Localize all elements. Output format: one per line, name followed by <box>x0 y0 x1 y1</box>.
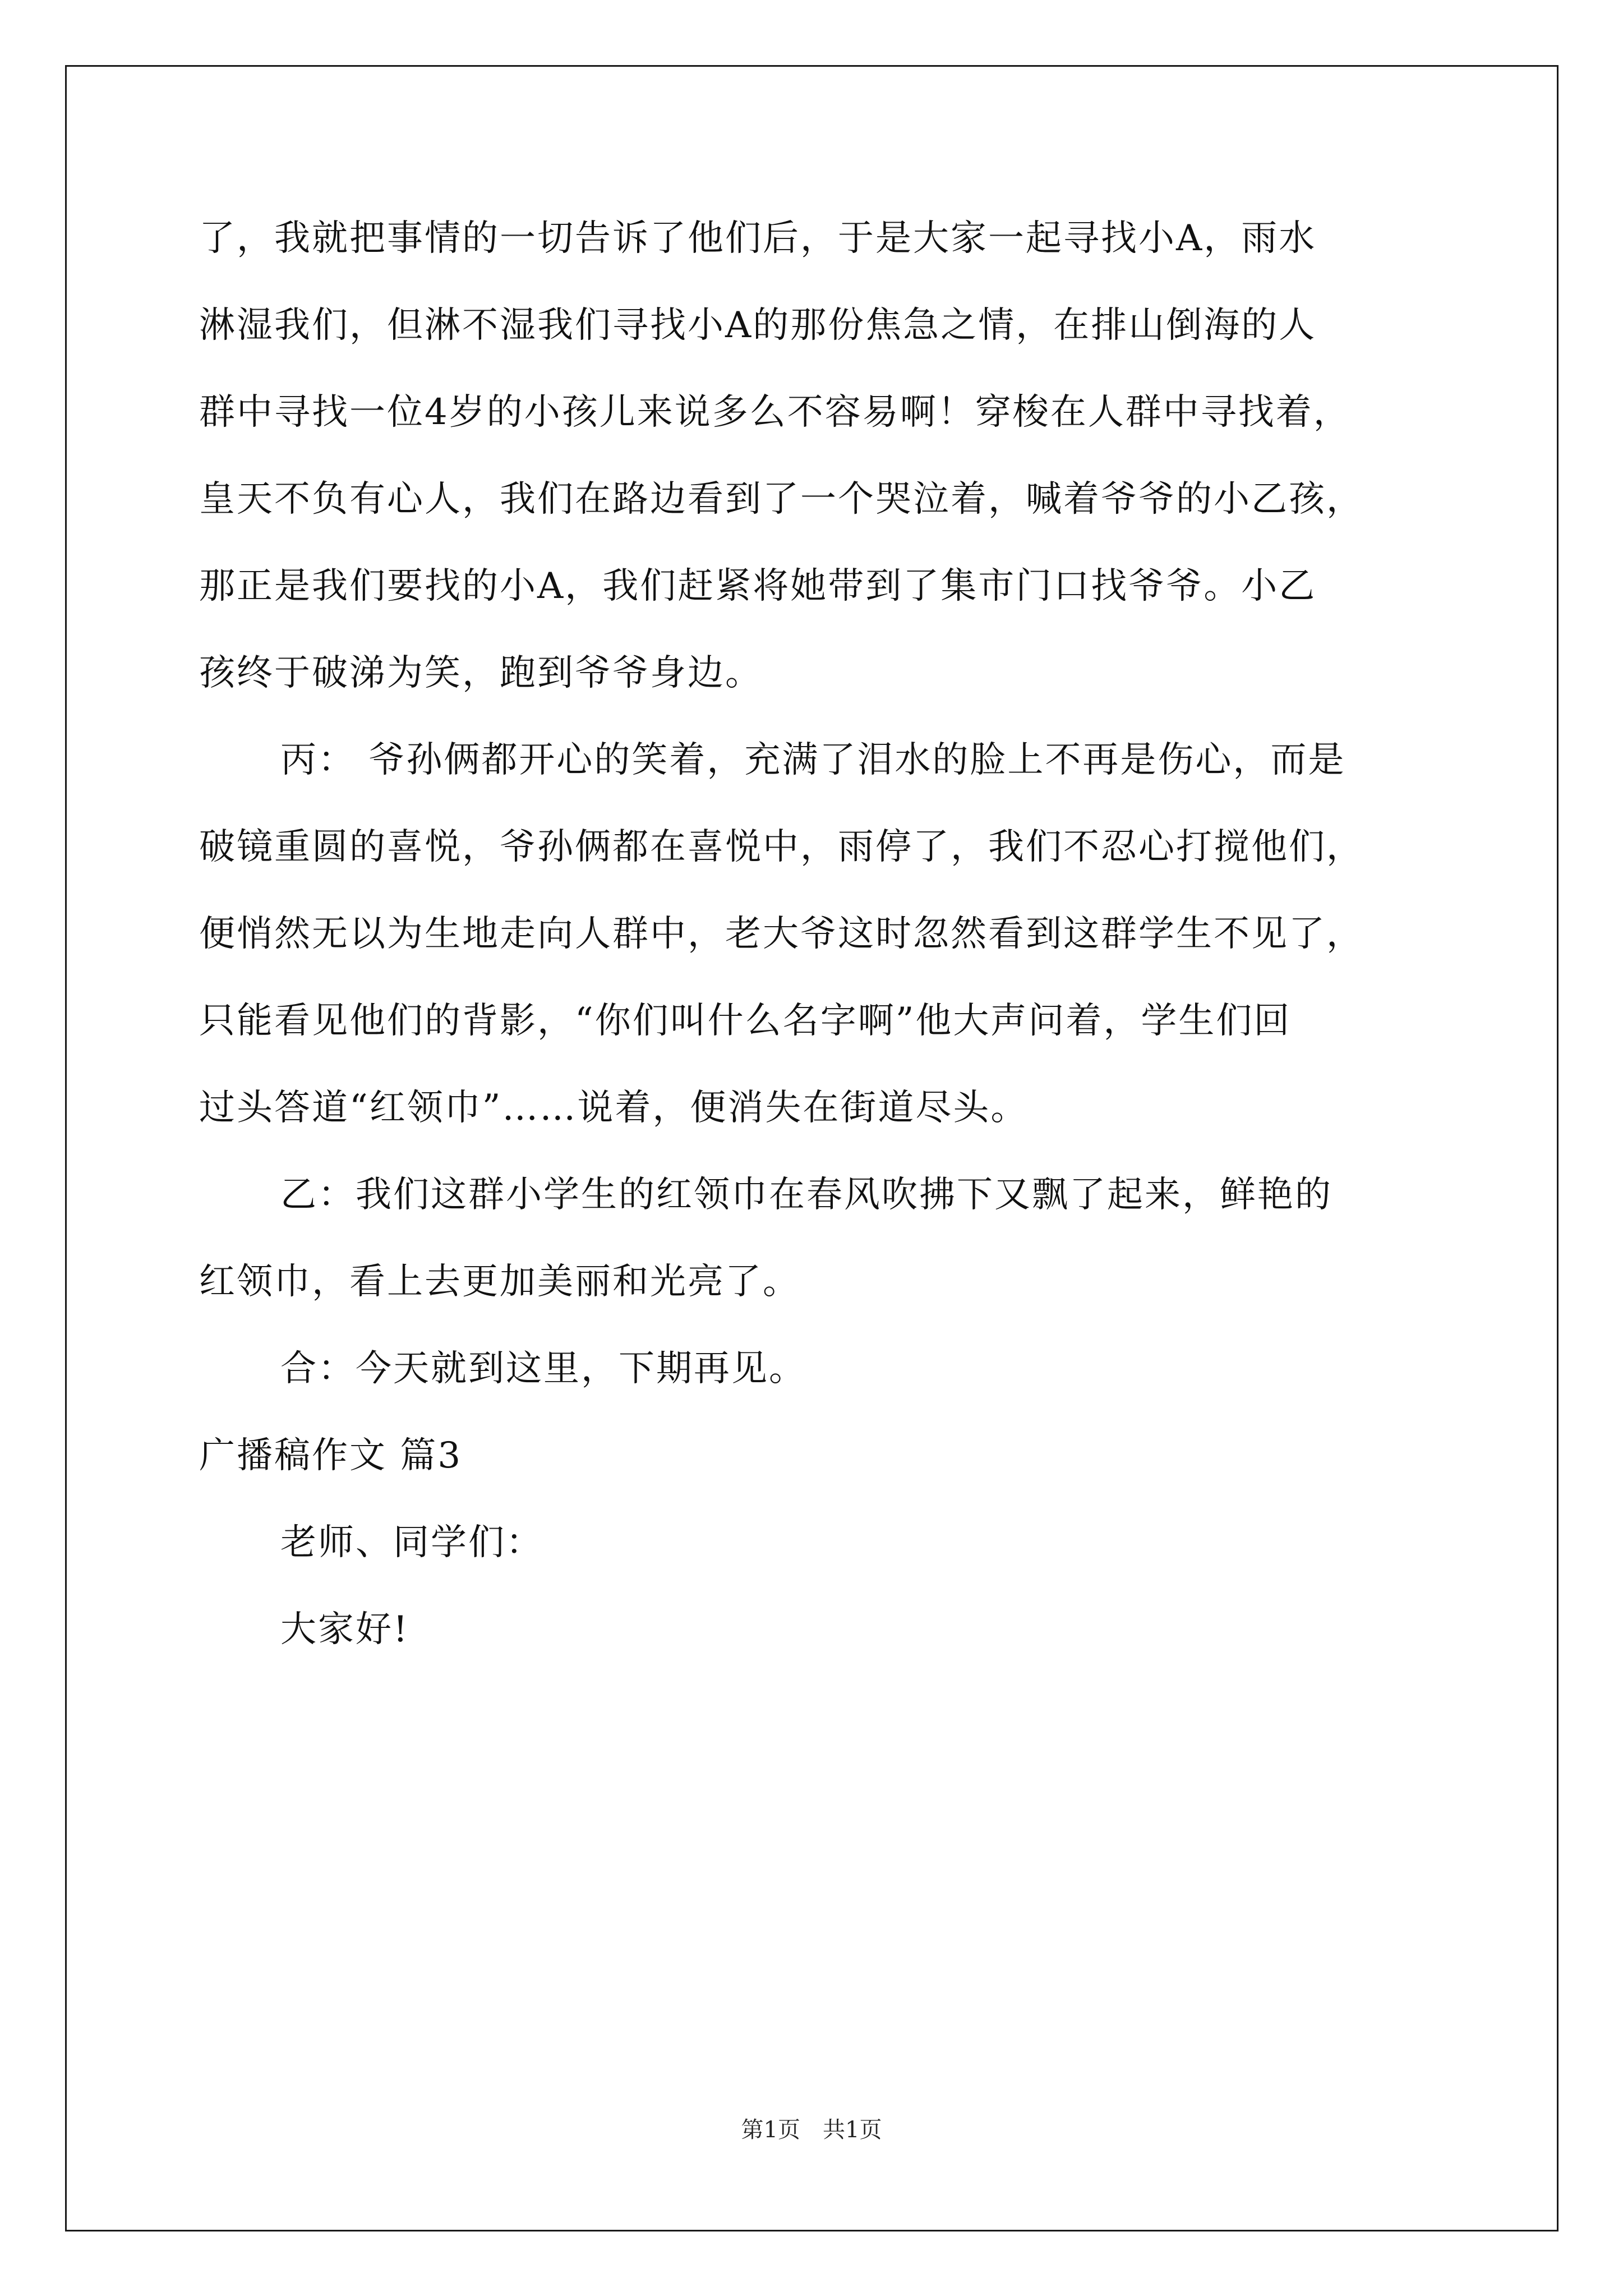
paragraph-line: 只能看见他们的背影，“你们叫什么名字啊”他大声问着，学生们回 <box>199 1000 1292 1042</box>
paragraph-line: 破镜重圆的喜悦，爷孙俩都在喜悦中，雨停了，我们不忍心打搅他们， <box>199 826 1364 868</box>
greeting-line: 大家好! <box>280 1609 409 1650</box>
salutation-line: 老师、同学们： <box>280 1522 543 1563</box>
section-heading: 广播稿作文 篇3 <box>199 1435 463 1476</box>
page-number: 第1页 <box>741 2117 800 2143</box>
paragraph-line: 淋湿我们，但淋不湿我们寻找小A的那份焦急之情，在排山倒海的人 <box>199 305 1317 346</box>
page-footer <box>0 2116 1623 2144</box>
paragraph-line: 乙：我们这群小学生的红领巾在春风吹拂下又飘了起来，鲜艳的 <box>280 1174 1332 1216</box>
paragraph-line: 皇天不负有心人，我们在路边看到了一个哭泣着，喊着爷爷的小乙孩， <box>199 478 1364 520</box>
paragraph-line: 群中寻找一位4岁的小孩儿来说多么不容易啊！穿梭在人群中寻找着， <box>199 392 1351 433</box>
paragraph-line: 那正是我们要找的小A，我们赶紧将她带到了集市门口找爷爷。小乙 <box>199 565 1317 607</box>
paragraph-line: 合：今天就到这里，下期再见。 <box>280 1348 806 1389</box>
paragraph-line: 了，我就把事情的一切告诉了他们后，于是大家一起寻找小A，雨水 <box>199 218 1317 259</box>
paragraph-line: 丙： 爷孙俩都开心的笑着，充满了泪水的脸上不再是伤心，而是 <box>280 739 1346 781</box>
paragraph-line: 孩终于破涕为笑，跑到爷爷身边。 <box>199 652 763 694</box>
paragraph-line: 红领巾，看上去更加美丽和光亮了。 <box>199 1261 800 1303</box>
page-total: 共1页 <box>823 2117 882 2143</box>
paragraph-line: 便悄然无以为生地走向人群中，老大爷这时忽然看到这群学生不见了， <box>199 913 1364 955</box>
paragraph-line: 过头答道“红领巾”……说着，便消失在街道尽头。 <box>199 1087 1029 1129</box>
